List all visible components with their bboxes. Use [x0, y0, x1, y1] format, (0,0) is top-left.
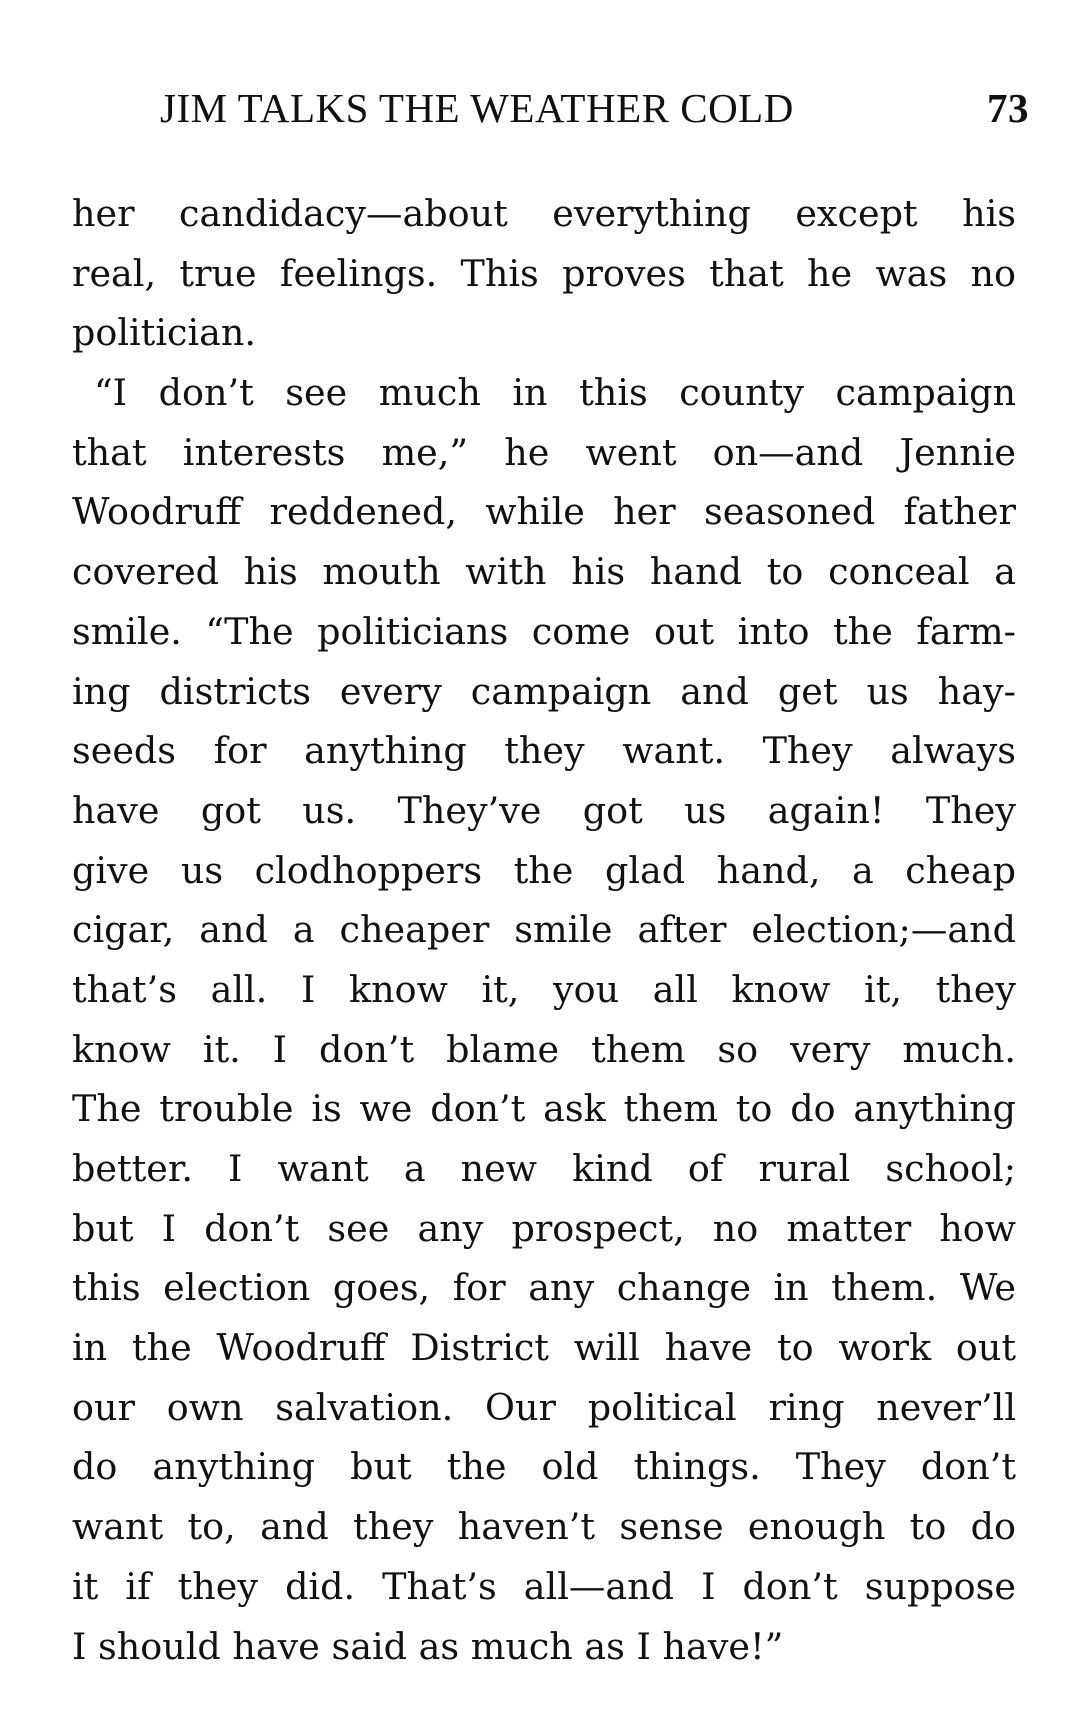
text-line: want to, and they haven’t sense enough to do [72, 1505, 1016, 1549]
text-line: this election goes, for any change in them. We [72, 1266, 1016, 1310]
chapter-title: JIM TALKS THE WEATHER COLD [160, 85, 794, 131]
text-line: that interests me,” he went on—and Jennie [72, 430, 1016, 474]
text-line: her candidacy—about everything except his [72, 192, 1016, 235]
text-line: do anything but the old things. They don’t [72, 1445, 1016, 1489]
text-line: give us clodhoppers the glad hand, a cheap [72, 848, 1016, 892]
text-line: in the Woodruff District will have to work out [72, 1326, 1016, 1370]
text-line: that’s all. I know it, you all know it, they [72, 967, 1016, 1011]
text-line: our own salvation. Our political ring never’ll [72, 1385, 1016, 1429]
text-line: have got us. They’ve got us again! They [72, 788, 1016, 832]
text-line: ing districts every campaign and get us hay- [72, 669, 1016, 713]
text-line: smile. “The politicians come out into the farm- [72, 609, 1016, 653]
page-number: 73 [987, 85, 1029, 131]
text-line: but I don’t see any prospect, no matter how [72, 1206, 1016, 1250]
text-line: cigar, and a cheaper smile after election;—and [72, 908, 1016, 952]
text-line: covered his mouth with his hand to conceal a [72, 550, 1016, 594]
running-head [160, 84, 1029, 132]
text-line: The trouble is we don’t ask them to do anything [72, 1087, 1016, 1131]
text-line: seeds for anything they want. They always [72, 729, 1016, 773]
text-line: better. I want a new kind of rural school; [72, 1147, 1016, 1190]
text-line: “I don’t see much in this county campaign [94, 371, 1016, 415]
text-line: real, true feelings. This proves that he was no [72, 251, 1016, 295]
text-line: it if they did. That’s all—and I don’t suppose [72, 1564, 1016, 1608]
text-line: politician. [72, 311, 257, 355]
text-line: know it. I don’t blame them so very much. [72, 1027, 1016, 1071]
text-line: Woodruff reddened, while her seasoned father [72, 490, 1016, 534]
text-line: I should have said as much as I have!” [72, 1624, 784, 1668]
body-text [72, 184, 1016, 1676]
